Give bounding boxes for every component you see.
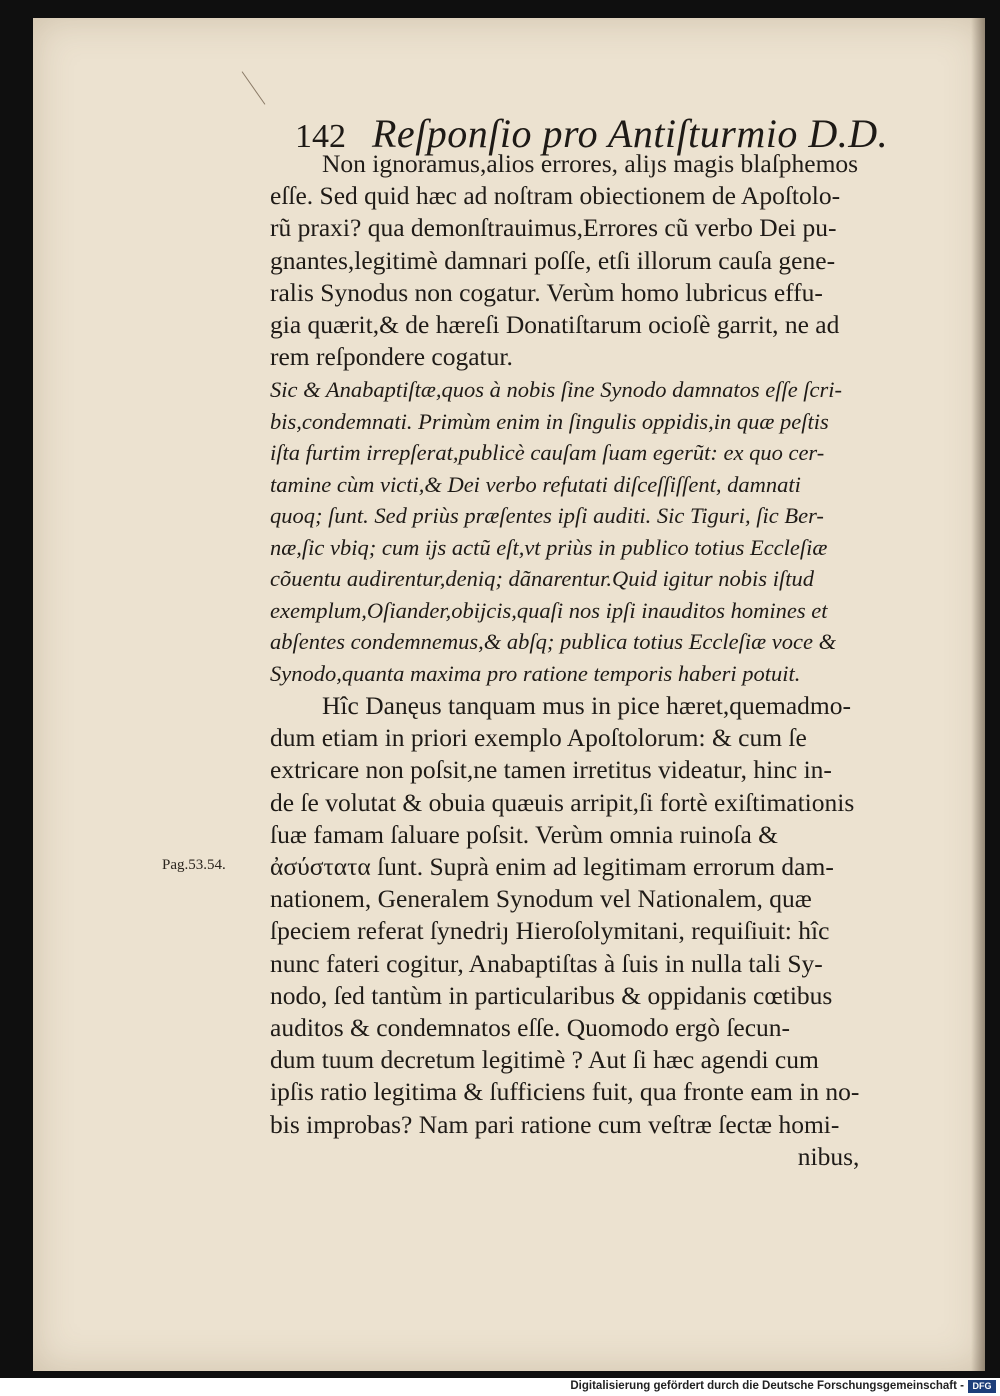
funding-notice: Digitalisierung gefördert durch die Deutsche Forschungsgemeinschaft - — [570, 1380, 964, 1392]
catchword: nibus, — [797, 1141, 860, 1171]
quote-line: cõuentu audirentur,deniq; dãnarentur.Quid igitur nobis iſtud — [270, 566, 814, 591]
fold-mark — [242, 71, 266, 104]
text-line: gia quærit,& de hæreſi Donatiſtarum ocioſè garrit, ne ad — [270, 310, 840, 340]
text-line: auditos & condemnatos eſſe. Quomodo ergò ſecun- — [270, 1013, 791, 1043]
text-line: Non ignoramus,alios errores, aliȷs magis blaſphemos — [322, 149, 859, 178]
text-line: dum etiam in priori exemplo Apoſtolorum: & cum ſe — [270, 723, 807, 753]
text-line: ſuæ famam ſaluare poſsit. Verùm omnia ruinoſa & — [270, 819, 779, 849]
text-line: ralis Synodus non cogatur. Verùm homo lubricus effu- — [270, 277, 823, 307]
quote-line: bis,condemnati. Primùm enim in ſingulis oppidis,in quæ peſtis — [270, 408, 829, 434]
text-line: extricare non poſsit,ne tamen irretitus videatur, hinc in- — [270, 755, 832, 785]
quote-line: abſentes condemnemus,& abſq; publica totius Eccleſiæ voce & — [270, 629, 837, 654]
text-line: Hîc Danęus tanquam mus in pice hæret,quemadmo- — [322, 691, 851, 720]
text-line: rũ praxi? qua demonſtrauimus,Errores cũ verbo Dei pu- — [270, 213, 837, 243]
quote-line: iſta furtim irrepſerat,publicè cauſam ſuam egerũt: ex quo cer- — [270, 440, 825, 465]
text-line: rem reſpondere cogatur. — [270, 342, 513, 372]
running-title: Reſponſio pro Antiſturmio D.D. — [372, 111, 889, 156]
quoted-paragraph — [270, 374, 842, 689]
footer-bar — [0, 1378, 1000, 1396]
page-edge-shadow — [971, 18, 985, 1371]
quote-line: quoq; ſunt. Sed priùs præſentes ipſi auditi. Sic Tiguri, ſic Ber- — [270, 503, 824, 528]
paragraph-1 — [270, 148, 858, 373]
text-line: ipſis ratio legitima & ſufficiens fuit, qua fronte eam in no- — [270, 1077, 860, 1107]
text-line: nodo, ſed tantùm in particularibus & oppidanis cœtibus — [270, 980, 833, 1010]
text-line: nunc fateri cogitur, Anabaptiſtas à ſuis in nulla tali Sy- — [270, 948, 823, 978]
margin-note: Pag.53.54. — [162, 857, 226, 873]
paragraph-2 — [270, 690, 859, 1173]
quote-line: exemplum,Oſiander,obijcis,quaſi nos ipſi inauditos homines et — [270, 597, 828, 623]
text-line: ſpeciem referat ſynedriȷ Hieroſolymitani, requiſiuit: hîc — [270, 916, 830, 946]
text-line: eſſe. Sed quid hæc ad noſtram obiectionem de Apoſtolo- — [270, 181, 841, 211]
quote-line: Sic & Anabaptiſtæ,quos à nobis ſine Synodo damnatos eſſe ſcri- — [270, 377, 843, 402]
text-line: de ſe volutat & obuia quæuis arripit,ſi fortè exiſtimationis — [270, 787, 855, 817]
text-line: ἀσύστατα ſunt. Suprà enim ad legitimam errorum dam- — [270, 852, 834, 882]
quote-line: tamine cùm victi,& Dei verbo refutati diſceſſiſſent, damnati — [270, 471, 801, 497]
text-line: bis improbas? Nam pari ratione cum veſtræ ſectæ homi- — [270, 1109, 840, 1139]
text-line: dum tuum decretum legitimè ? Aut ſi hæc agendi cum — [270, 1045, 819, 1075]
text-line: gnantes,legitimè damnari poſſe, etſi illorum cauſa gene- — [270, 245, 836, 275]
text-line: nationem, Generalem Synodum vel Nationalem, quæ — [270, 884, 812, 914]
quote-line: Synodo,quanta maxima pro ratione temporis haberi potuit. — [270, 660, 801, 686]
quote-line: næ,ſic vbiq; cum ijs actũ eſt,vt priùs in publico totius Eccleſiæ — [270, 534, 828, 560]
page-number: 142 — [295, 118, 346, 155]
dfg-logo: DFG — [968, 1380, 996, 1393]
